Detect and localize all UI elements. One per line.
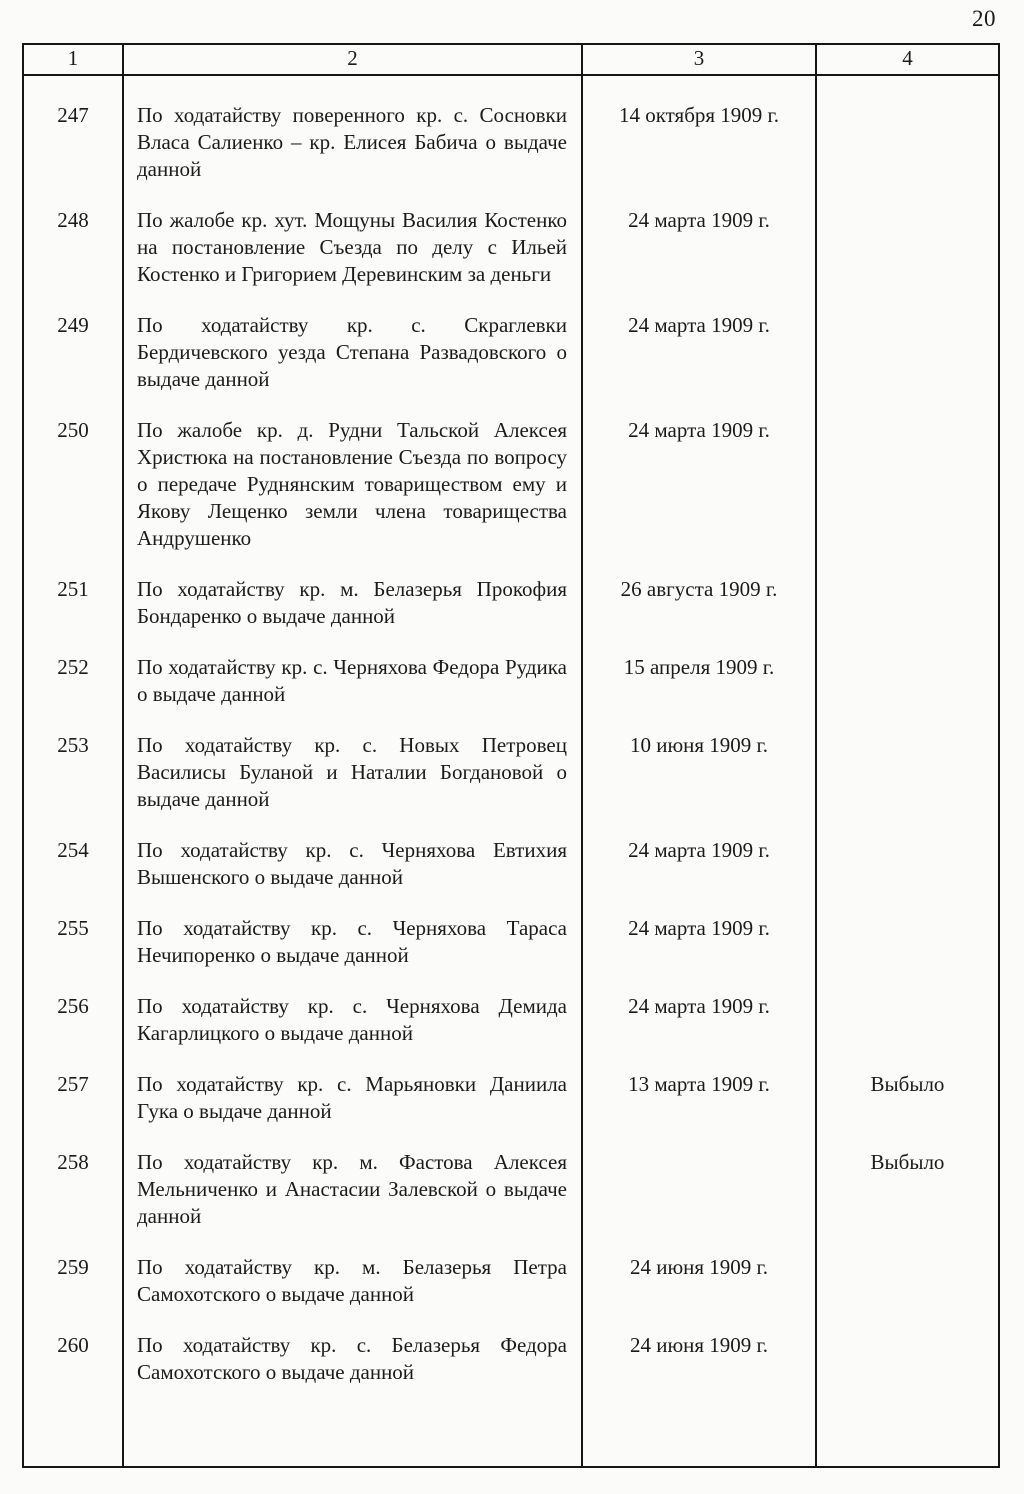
header-cell-col2: 2 (124, 45, 583, 74)
case-status: Выбыло (870, 1150, 945, 1174)
case-date: 15 апреля 1909 г. (583, 654, 817, 732)
case-status (817, 837, 998, 915)
case-date: 24 марта 1909 г. (583, 417, 817, 576)
case-number: 255 (24, 915, 124, 993)
case-description: По ходатайству кр. с. Марьяновки Даниила Гука о выдаче данной (124, 1071, 583, 1149)
case-number: 249 (24, 312, 124, 417)
case-date: 24 июня 1909 г. (583, 1332, 817, 1410)
case-number: 254 (24, 837, 124, 915)
filler-cell (817, 1410, 998, 1466)
case-number: 257 (24, 1071, 124, 1149)
case-description: По ходатайству кр. с. Белазерья Федора Самохотского о выдаче данной (124, 1332, 583, 1410)
case-status (817, 1332, 998, 1410)
case-date: 24 июня 1909 г. (583, 1254, 817, 1332)
case-number: 250 (24, 417, 124, 576)
case-number: 256 (24, 993, 124, 1071)
case-number: 260 (24, 1332, 124, 1410)
case-date: 24 марта 1909 г. (583, 993, 817, 1071)
case-date (583, 1149, 817, 1254)
case-date: 14 октября 1909 г. (583, 76, 817, 207)
case-date: 13 марта 1909 г. (583, 1071, 817, 1149)
case-status (817, 417, 998, 576)
case-status (817, 76, 998, 207)
header-cell-col1: 1 (24, 45, 124, 74)
filler-cell (24, 1410, 124, 1466)
case-description: По ходатайству кр. с. Черняхова Евтихия Вышенского о выдаче данной (124, 837, 583, 915)
case-description: По ходатайству кр. с. Черняхова Демида Кагарлицкого о выдаче данной (124, 993, 583, 1071)
case-status (817, 576, 998, 654)
case-date: 24 марта 1909 г. (583, 312, 817, 417)
case-description: По ходатайству поверенного кр. с. Сосновки Власа Салиенко – кр. Елисея Бабича о выдаче данной (124, 76, 583, 207)
header-cell-col4: 4 (902, 46, 913, 70)
table-header-row (24, 45, 998, 76)
table-body (24, 76, 998, 1466)
case-date: 10 июня 1909 г. (583, 732, 817, 837)
case-status (817, 915, 998, 993)
case-number: 251 (24, 576, 124, 654)
case-register-table (22, 43, 1000, 1468)
case-description: По ходатайству кр. м. Белазерья Прокофия Бондаренко о выдаче данной (124, 576, 583, 654)
case-description: По ходатайству кр. с. Новых Петровец Василисы Буланой и Наталии Богдановой о выдаче данной (124, 732, 583, 837)
case-number: 253 (24, 732, 124, 837)
case-description: По жалобе кр. хут. Мощуны Василия Костенко на постановление Съезда по делу с Ильей Костенко и Григорием Деревинским за деньги (124, 207, 583, 312)
case-description: По ходатайству кр. с. Скраглевки Бердичевского уезда Степана Развадовского о выдаче данной (124, 312, 583, 417)
filler-cell (124, 1410, 583, 1466)
case-date: 26 августа 1909 г. (583, 576, 817, 654)
case-description: По ходатайству кр. с. Черняхова Тараса Нечипоренко о выдаче данной (124, 915, 583, 993)
case-status (817, 654, 998, 732)
case-number: 259 (24, 1254, 124, 1332)
case-date: 24 марта 1909 г. (583, 837, 817, 915)
header-cell-col3: 3 (583, 45, 817, 74)
case-number: 247 (24, 76, 124, 207)
case-date: 24 марта 1909 г. (583, 915, 817, 993)
case-number: 252 (24, 654, 124, 732)
case-status (817, 993, 998, 1071)
filler-cell (583, 1410, 817, 1466)
case-description: По ходатайству кр. м. Белазерья Петра Самохотского о выдаче данной (124, 1254, 583, 1332)
case-date: 24 марта 1909 г. (583, 207, 817, 312)
case-status (817, 207, 998, 312)
case-description: По ходатайству кр. с. Черняхова Федора Рудика о выдаче данной (124, 654, 583, 732)
case-status (817, 732, 998, 837)
case-description: По ходатайству кр. м. Фастова Алексея Мельниченко и Анастасии Залевской о выдаче данной (124, 1149, 583, 1254)
case-number: 248 (24, 207, 124, 312)
case-description: По жалобе кр. д. Рудни Тальской Алексея Христюка на постановление Съезда по вопросу о передаче Руднянским товариществом ему и Якову Лещенко земли члена товарищества Андрушенко (124, 417, 583, 576)
case-status (817, 1254, 998, 1332)
case-status (817, 312, 998, 417)
case-number: 258 (24, 1149, 124, 1254)
case-status: Выбыло (870, 1072, 945, 1096)
page-number: 20 (972, 6, 996, 31)
